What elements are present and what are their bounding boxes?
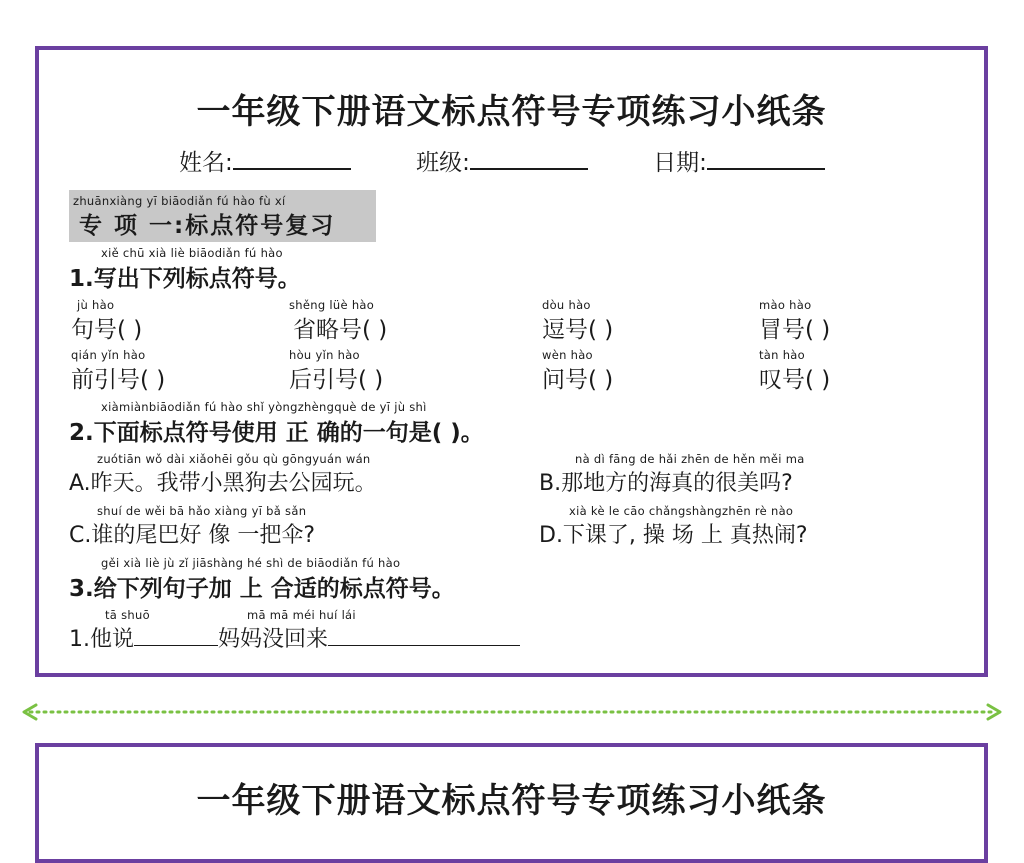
q2-text: 2.下面标点符号使用 正 确的一句是( )。 <box>69 420 484 446</box>
q1-item-pinyin: shěng lüè hào <box>289 298 375 312</box>
name-blank[interactable] <box>233 148 351 170</box>
q1-pinyin: xiě chū xià liè biāodiǎn fú hào <box>101 246 283 260</box>
q1-item-pinyin: hòu yǐn hào <box>289 348 360 362</box>
worksheet-title: 一年级下册语文标点符号专项练习小纸条 <box>196 92 827 132</box>
class-label: 班级: <box>416 150 470 176</box>
worksheet-card-2 <box>35 743 988 863</box>
q3-text: 3.给下列句子加 上 合适的标点符号。 <box>69 576 455 602</box>
date-blank[interactable] <box>707 148 825 170</box>
class-blank[interactable] <box>470 148 588 170</box>
section-title: 专 项 一:标点符号复习 <box>79 213 336 239</box>
q1-item-open-quote: 前引号( ) <box>71 367 166 393</box>
q1-item-question-mark: 问号( ) <box>542 367 614 393</box>
q2-pinyin: xiàmiànbiāodiǎn fú hào shǐ yòngzhèngquè de yī jù shì <box>101 400 427 414</box>
q2-option-pinyin: xià kè le cāo chǎngshàngzhēn rè nào <box>569 504 794 518</box>
q3-answer-blank-1[interactable] <box>134 627 218 646</box>
q1-item-pinyin: dòu hào <box>542 298 591 312</box>
q1-item-colon: 冒号( ) <box>759 317 831 343</box>
q1-item-close-quote: 后引号( ) <box>289 367 384 393</box>
q3-answer-blank-2[interactable] <box>328 627 520 646</box>
worksheet-card <box>35 46 988 677</box>
dotted-divider <box>22 702 1002 722</box>
q1-item-pinyin: tàn hào <box>759 348 805 362</box>
date-field[interactable] <box>653 150 825 176</box>
q1-item-exclamation: 叹号( ) <box>759 367 831 393</box>
q2-option-b[interactable]: B.那地方的海真的很美吗? <box>539 471 793 496</box>
q1-item-pinyin: qián yǐn hào <box>71 348 146 362</box>
worksheet-title-2: 一年级下册语文标点符号专项练习小纸条 <box>196 781 827 821</box>
q1-item-ellipsis: 省略号( ) <box>293 317 388 343</box>
date-label: 日期: <box>653 150 707 176</box>
q1-item-period: 句号( ) <box>71 317 143 343</box>
q1-item-pinyin: mào hào <box>759 298 812 312</box>
q2-option-pinyin: nà dì fāng de hǎi zhēn de hěn měi ma <box>575 452 805 466</box>
name-field[interactable] <box>179 150 351 176</box>
q1-text: 1.写出下列标点符号。 <box>69 266 301 292</box>
name-label: 姓名: <box>179 150 233 176</box>
q1-item-comma: 逗号( ) <box>542 317 614 343</box>
q3-sentence-pinyin-b: mā mā méi huí lái <box>247 608 356 622</box>
q2-option-c[interactable]: C.谁的尾巴好 像 一把伞? <box>69 523 316 548</box>
q3-sentence-pinyin-a: tā shuō <box>105 608 150 622</box>
q2-option-d[interactable]: D.下课了, 操 场 上 真热闹? <box>539 523 808 548</box>
q3-sentence <box>69 622 520 653</box>
q1-item-pinyin: wèn hào <box>542 348 593 362</box>
q3-sentence-part-b: 妈妈没回来 <box>218 627 329 652</box>
q3-pinyin: gěi xià liè jù zǐ jiāshàng hé shì de biāodiǎn fú hào <box>101 556 401 570</box>
q2-option-a[interactable]: A.昨天。我带小黑狗去公园玩。 <box>69 471 377 496</box>
section-header <box>69 190 376 242</box>
q2-option-pinyin: zuótiān wǒ dài xiǎohēi gǒu qù gōngyuán wán <box>97 452 371 466</box>
q1-item-pinyin: jù hào <box>77 298 115 312</box>
q2-option-pinyin: shuí de wěi bā hǎo xiàng yī bǎ sǎn <box>97 504 307 518</box>
q3-sentence-part-a: 1.他说 <box>69 627 134 652</box>
student-info-line <box>179 144 825 177</box>
section-pinyin: zhuānxiàng yī biāodiǎn fú hào fù xí <box>73 194 286 208</box>
class-field[interactable] <box>416 150 588 176</box>
